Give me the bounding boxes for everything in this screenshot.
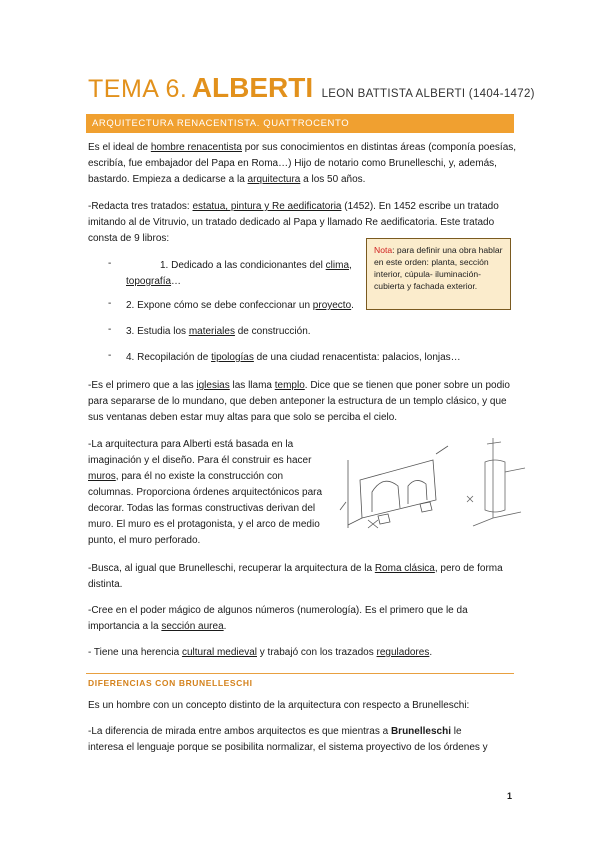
paragraph-9-line-1 xyxy=(88,723,462,740)
underlined-term: cultural medieval xyxy=(181,647,257,658)
text: por sus conocimientos en distintas áreas (componía poesías, xyxy=(242,142,517,153)
paragraph-1-line-3 xyxy=(88,171,365,188)
text: bastardo. Empieza a dedicarse a la xyxy=(88,174,248,185)
text: -Busca, al igual que Brunelleschi, recuperar la arquitectura de la xyxy=(88,563,375,574)
underlined-term: proyecto xyxy=(312,300,352,311)
text: . xyxy=(223,621,227,632)
page-title xyxy=(88,74,535,102)
underlined-term: clima xyxy=(325,260,350,271)
paragraph-5-line-2: distinta. xyxy=(88,579,123,590)
title-subtitle: LEON BATTISTA ALBERTI (1404-1472) xyxy=(321,88,535,100)
section-divider xyxy=(86,673,514,674)
underlined-term: estatua, pintura y Re aedificatoria xyxy=(192,201,342,212)
paragraph-4-line-1: -La arquitectura para Alberti está basada en la xyxy=(88,439,294,450)
text: , xyxy=(349,260,352,271)
text: 2. Expone cómo se debe confeccionar un xyxy=(126,300,313,311)
bold-term: Brunelleschi xyxy=(390,726,451,737)
text: 1. Dedicado a las condicionantes del xyxy=(160,260,326,271)
paragraph-4-line-2: imaginación y el diseño. Para él construir es hacer xyxy=(88,455,312,466)
paragraph-2-line-3: consta de 9 libros: xyxy=(88,233,170,244)
title-tema: TEMA 6. xyxy=(88,75,188,103)
text: … xyxy=(171,276,182,287)
list-item-2 xyxy=(126,297,354,314)
text: (1452). En 1452 escribe un tratado xyxy=(341,201,499,212)
paragraph-3-line-1 xyxy=(88,377,510,394)
paragraph-2-line-2: imitando al de Vitruvio, un tratado dedicado al Papa y llamado Re aedificatoria. Este tratado xyxy=(88,217,495,228)
paragraph-6-line-1: -Cree en el poder mágico de algunos números (numerología). Es el primero que le da xyxy=(88,605,468,616)
underlined-term: templo xyxy=(274,380,305,391)
paragraph-5-line-1 xyxy=(88,560,503,577)
underlined-term: materiales xyxy=(188,326,235,337)
paragraph-4-line-6: muro. El muro es el protagonista, y el arco de medio xyxy=(88,519,320,530)
text: . xyxy=(429,647,433,658)
underlined-term: hombre renacentista xyxy=(150,142,242,153)
page-number: 1 xyxy=(507,791,513,801)
underlined-term: muros xyxy=(88,471,116,482)
paragraph-9-line-2: interesa el lenguaje porque se posibilita normalizar, el sistema proyectivo de los órdenes y xyxy=(88,742,488,753)
text: y trabajó con los trazados xyxy=(257,647,377,658)
paragraph-3-line-2: para separarse de lo mundano, que deben anteponer la estructura de un templo clásico, y que xyxy=(88,396,507,407)
underlined-term: iglesias xyxy=(196,380,230,391)
section-banner: ARQUITECTURA RENACENTISTA. QUATTROCENTO xyxy=(86,114,514,133)
list-dash: - xyxy=(108,258,112,269)
paragraph-3-line-3: sus ventanas deben estar muy altas para que solo se perciba el cielo. xyxy=(88,412,398,423)
text: , pero de forma xyxy=(434,563,503,574)
list-dash: - xyxy=(108,298,112,309)
title-alberti: ALBERTI xyxy=(191,72,314,103)
text: las llama xyxy=(229,380,275,391)
paragraph-4-line-4: columnas. Proporciona órdenes arquitectónicos para xyxy=(88,487,323,498)
list-item-1-cont xyxy=(126,273,181,290)
paragraph-4-line-3 xyxy=(88,468,283,485)
underlined-term: topografía xyxy=(126,276,172,287)
paragraph-6-line-2 xyxy=(88,618,226,635)
text: -Es el primero que a las xyxy=(88,380,197,391)
paragraph-2-line-1 xyxy=(88,198,499,215)
list-item-1 xyxy=(160,257,358,274)
note-label: Nota xyxy=(374,245,393,255)
paragraph-4-line-5: decorar. Todas las formas constructivas derivan del xyxy=(88,503,316,514)
paragraph-4-line-7: punto, el muro perforado. xyxy=(88,535,201,546)
section-title: DIFERENCIAS CON BRUNELLESCHI xyxy=(88,678,253,688)
underlined-term: Roma clásica xyxy=(374,563,435,574)
text: a los 50 años. xyxy=(300,174,366,185)
underlined-term: reguladores xyxy=(376,647,430,658)
list-item-3 xyxy=(126,323,311,340)
underlined-term: tipologías xyxy=(211,352,254,363)
text: le xyxy=(450,726,462,737)
text: . Dice que se tienen que poner sobre un podio xyxy=(304,380,510,391)
text: Es el ideal de xyxy=(88,142,151,153)
text: importancia a la xyxy=(88,621,162,632)
paragraph-1-line-2: escribía, fue embajador del Papa en Roma…) Hijo de notario como Brunelleschi, y, además, xyxy=(88,158,497,169)
underlined-term: arquitectura xyxy=(247,174,301,185)
wall-arch-sketch xyxy=(338,440,458,530)
note-box xyxy=(366,238,511,310)
paragraph-1-line-1 xyxy=(88,139,516,156)
list-item-4 xyxy=(126,349,461,366)
list-dash: - xyxy=(108,350,112,361)
text: -Redacta tres tratados: xyxy=(88,201,193,212)
underlined-term: sección aurea xyxy=(161,621,224,632)
text: 4. Recopilación de xyxy=(126,352,212,363)
list-dash: - xyxy=(108,324,112,335)
text: 3. Estudia los xyxy=(126,326,189,337)
text: - Tiene una herencia xyxy=(88,647,182,658)
text: de construcción. xyxy=(234,326,311,337)
paragraph-8: Es un hombre con un concepto distinto de la arquitectura con respecto a Brunelleschi: xyxy=(88,700,470,711)
paragraph-7 xyxy=(88,644,432,661)
text: -La diferencia de mirada entre ambos arquitectos es que mientras a xyxy=(88,726,391,737)
text: . xyxy=(351,300,354,311)
text: de una ciudad renacentista: palacios, lonjas… xyxy=(253,352,461,363)
text: , para él no existe la construcción con xyxy=(115,471,284,482)
column-sketch xyxy=(465,432,537,532)
note-text: : para definir una obra hablar en este orden: planta, sección interior, cúpula- iluminación-cubierta y fachada exterior. xyxy=(374,245,503,291)
